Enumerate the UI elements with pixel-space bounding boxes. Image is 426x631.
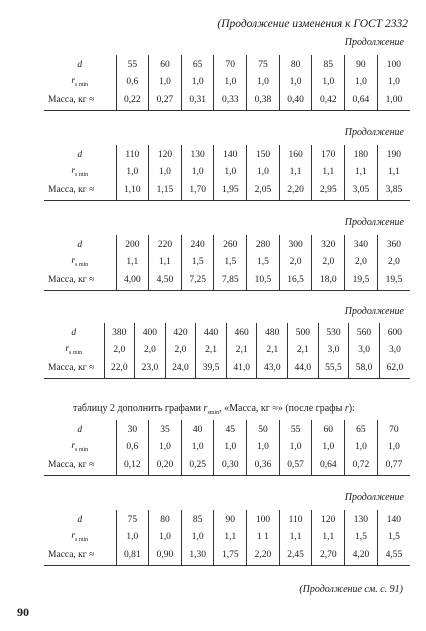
table-cell: 560 xyxy=(349,323,380,342)
table-cell: 120 xyxy=(149,145,182,164)
d-symbol: d xyxy=(71,327,77,338)
instruction-after: , «Масса, кг ≈» (после графы xyxy=(219,403,345,414)
row-label xyxy=(44,180,116,201)
table-cell: 100 xyxy=(247,510,280,529)
table-cell: 60 xyxy=(149,55,182,74)
dimension-table xyxy=(44,235,410,291)
table-cell: 0,64 xyxy=(345,90,378,111)
table-cell: 1,0 xyxy=(279,74,312,90)
table-cell: 1,15 xyxy=(149,180,182,201)
dimension-table xyxy=(44,420,410,476)
table-cell: 1,95 xyxy=(214,180,247,201)
row-label xyxy=(44,455,116,476)
table-cell: 480 xyxy=(257,323,288,342)
table-cell: 30 xyxy=(116,420,149,439)
row-label xyxy=(44,420,116,439)
row-label xyxy=(44,439,116,455)
row-label xyxy=(44,323,104,342)
table-cell: 1,0 xyxy=(345,74,378,90)
table-cell: 0,77 xyxy=(377,455,410,476)
table-cell: 3,0 xyxy=(379,342,410,358)
table-cell: 39,5 xyxy=(196,358,227,379)
table-cell: 2,0 xyxy=(165,342,196,358)
table-cell: 300 xyxy=(279,235,312,254)
dimension-table xyxy=(44,55,410,111)
table-cell: 2,1 xyxy=(196,342,227,358)
row-label xyxy=(44,510,116,529)
d-symbol: d xyxy=(77,59,83,70)
r-subscript: s min xyxy=(75,446,89,453)
table-cell: 3,0 xyxy=(349,342,380,358)
table-cell: 1,0 xyxy=(214,439,247,455)
table-cell: 2,1 xyxy=(226,342,257,358)
table-cell: 80 xyxy=(149,510,182,529)
table-cell: 0,6 xyxy=(116,439,149,455)
table-cell: 43,0 xyxy=(257,358,288,379)
table-cell: 1,0 xyxy=(345,439,378,455)
table-cell: 1,0 xyxy=(181,439,214,455)
table-cell: 1,75 xyxy=(214,545,247,566)
table-cell: 220 xyxy=(149,235,182,254)
table-cell: 1,1 xyxy=(312,529,345,545)
table-cell: 360 xyxy=(377,235,410,254)
table-cell: 150 xyxy=(247,145,280,164)
dimension-table xyxy=(44,145,410,201)
r-symbol: r xyxy=(71,531,76,542)
continuation-label: Продолжение xyxy=(344,37,404,48)
table-cell: 1,0 xyxy=(181,164,214,180)
row-mass xyxy=(44,180,410,201)
table-cell: 1,0 xyxy=(181,529,214,545)
table-cell: 1,1 xyxy=(214,529,247,545)
row-mass xyxy=(44,455,410,476)
dimension-table xyxy=(44,323,410,379)
table-cell: 19,5 xyxy=(345,270,378,291)
table-cell: 85 xyxy=(181,510,214,529)
row-mass xyxy=(44,90,410,111)
mass-label: Масса, кг ≈ xyxy=(48,363,95,373)
table-cell: 0,72 xyxy=(345,455,378,476)
table-cell: 0,6 xyxy=(116,74,149,90)
table-cell: 190 xyxy=(377,145,410,164)
table-cell: 3,0 xyxy=(318,342,349,358)
table-cell: 180 xyxy=(345,145,378,164)
continuation-label: Продолжение xyxy=(344,492,404,503)
table-cell: 3,05 xyxy=(345,180,378,201)
table-cell: 130 xyxy=(345,510,378,529)
table-cell: 2,45 xyxy=(279,545,312,566)
table-cell: 0,42 xyxy=(312,90,345,111)
table-cell: 62,0 xyxy=(379,358,410,379)
table-cell: 18,0 xyxy=(312,270,345,291)
continuation-label: Продолжение xyxy=(344,306,404,317)
row-mass xyxy=(44,358,410,379)
row-r-min xyxy=(44,439,410,455)
page-header: (Продолжение изменения к ГОСТ 2332 xyxy=(217,18,408,30)
table-cell: 2,1 xyxy=(257,342,288,358)
mass-label: Масса, кг ≈ xyxy=(48,460,95,470)
table-cell: 1,0 xyxy=(214,164,247,180)
table-cell: 2,70 xyxy=(312,545,345,566)
table-cell: 440 xyxy=(196,323,227,342)
table-cell: 7,25 xyxy=(181,270,214,291)
table-cell: 170 xyxy=(312,145,345,164)
table-cell: 0,25 xyxy=(181,455,214,476)
table-cell: 80 xyxy=(279,55,312,74)
table-cell: 0,57 xyxy=(279,455,312,476)
instruction-before: таблицу 2 дополнить графами xyxy=(73,403,204,414)
table-cell: 90 xyxy=(214,510,247,529)
table-cell: 4,00 xyxy=(116,270,149,291)
row-label xyxy=(44,254,116,270)
continuation-label: Продолжение xyxy=(344,217,404,228)
table-cell: 1,0 xyxy=(247,439,280,455)
table-cell: 1,0 xyxy=(312,439,345,455)
table-cell: 4,55 xyxy=(377,545,410,566)
table-cell: 1,1 xyxy=(345,164,378,180)
table-cell: 110 xyxy=(279,510,312,529)
table-cell: 1,1 xyxy=(312,164,345,180)
table-cell: 2,0 xyxy=(135,342,166,358)
table-cell: 2,0 xyxy=(104,342,135,358)
table-cell: 1,0 xyxy=(149,439,182,455)
table-cell: 600 xyxy=(379,323,410,342)
table-cell: 1,30 xyxy=(181,545,214,566)
table-cell: 120 xyxy=(312,510,345,529)
table-cell: 0,64 xyxy=(312,455,345,476)
table-cell: 1,0 xyxy=(247,164,280,180)
table-cell: 0,30 xyxy=(214,455,247,476)
table-cell: 41,0 xyxy=(226,358,257,379)
table-cell: 90 xyxy=(345,55,378,74)
table-cell: 2,0 xyxy=(312,254,345,270)
r-symbol: r xyxy=(71,256,76,267)
table-cell: 0,27 xyxy=(149,90,182,111)
table-cell: 140 xyxy=(214,145,247,164)
table-cell: 58,0 xyxy=(349,358,380,379)
table-cell: 24,0 xyxy=(165,358,196,379)
table-cell: 1,5 xyxy=(377,529,410,545)
r-subscript: s min xyxy=(75,81,89,88)
table-cell: 460 xyxy=(226,323,257,342)
table-cell: 0,36 xyxy=(247,455,280,476)
r-subscript: s min xyxy=(75,536,89,543)
row-d xyxy=(44,145,410,164)
d-symbol: d xyxy=(77,149,83,160)
table-cell: 1,10 xyxy=(116,180,149,201)
table-cell: 65 xyxy=(345,420,378,439)
table-cell: 2,05 xyxy=(247,180,280,201)
table-cell: 70 xyxy=(377,420,410,439)
table-cell: 55 xyxy=(116,55,149,74)
row-label xyxy=(44,145,116,164)
page-number: 90 xyxy=(17,605,29,619)
row-r-min xyxy=(44,74,410,90)
row-label xyxy=(44,342,104,358)
row-r-min xyxy=(44,342,410,358)
table-cell: 1,5 xyxy=(345,529,378,545)
table-cell: 530 xyxy=(318,323,349,342)
row-label xyxy=(44,90,116,111)
r-symbol: r xyxy=(71,76,76,87)
table-cell: 65 xyxy=(181,55,214,74)
table-cell: 0,31 xyxy=(181,90,214,111)
table-cell: 2,0 xyxy=(345,254,378,270)
instruction-end: ): xyxy=(348,403,355,414)
table-cell: 4,50 xyxy=(149,270,182,291)
table-cell: 0,38 xyxy=(247,90,280,111)
mass-label: Масса, кг ≈ xyxy=(48,275,95,285)
table-cell: 140 xyxy=(377,510,410,529)
table-cell: 10,5 xyxy=(247,270,280,291)
r-subscript: s min xyxy=(75,171,89,178)
table-cell: 1,0 xyxy=(149,164,182,180)
r-symbol: r xyxy=(65,344,70,355)
row-label xyxy=(44,164,116,180)
table-cell: 2,0 xyxy=(377,254,410,270)
table-cell: 1,0 xyxy=(181,74,214,90)
table-cell: 85 xyxy=(312,55,345,74)
table-cell: 50 xyxy=(247,420,280,439)
d-symbol: d xyxy=(77,514,83,525)
table-cell: 110 xyxy=(116,145,149,164)
row-r-min xyxy=(44,529,410,545)
row-label xyxy=(44,529,116,545)
r-symbol: r xyxy=(71,441,76,452)
table-cell: 1,1 xyxy=(377,164,410,180)
table-cell: 1,0 xyxy=(149,74,182,90)
table-cell: 500 xyxy=(288,323,319,342)
row-d xyxy=(44,323,410,342)
mass-label: Масса, кг ≈ xyxy=(48,185,95,195)
table-cell: 1,0 xyxy=(116,164,149,180)
table-cell: 0,12 xyxy=(116,455,149,476)
d-symbol: d xyxy=(77,424,83,435)
table-cell: 1,0 xyxy=(116,529,149,545)
table-cell: 75 xyxy=(247,55,280,74)
mass-label: Масса, кг ≈ xyxy=(48,550,95,560)
table-cell: 0,81 xyxy=(116,545,149,566)
row-r-min xyxy=(44,254,410,270)
mass-label: Масса, кг ≈ xyxy=(48,95,95,105)
row-d xyxy=(44,510,410,529)
table-cell: 1 1 xyxy=(247,529,280,545)
table-cell: 200 xyxy=(116,235,149,254)
table-cell: 280 xyxy=(247,235,280,254)
r-subscript: s min xyxy=(75,261,89,268)
table-cell: 240 xyxy=(181,235,214,254)
table-cell: 1,0 xyxy=(214,74,247,90)
row-label xyxy=(44,358,104,379)
table-cell: 1,00 xyxy=(377,90,410,111)
table-cell: 1,1 xyxy=(149,254,182,270)
table-cell: 1,70 xyxy=(181,180,214,201)
table-cell: 3,85 xyxy=(377,180,410,201)
table-cell: 2,20 xyxy=(247,545,280,566)
table-cell: 19,5 xyxy=(377,270,410,291)
table-cell: 1,1 xyxy=(279,164,312,180)
table-cell: 1,0 xyxy=(149,529,182,545)
table-cell: 60 xyxy=(312,420,345,439)
page-footer: (Продолжение см. с. 91) xyxy=(299,584,403,595)
table-cell: 0,33 xyxy=(214,90,247,111)
table-cell: 1,5 xyxy=(247,254,280,270)
instruction-r-subscript: smin xyxy=(207,410,220,416)
table-cell: 1,5 xyxy=(181,254,214,270)
table-cell: 0,20 xyxy=(149,455,182,476)
table-cell: 7,85 xyxy=(214,270,247,291)
table-cell: 1,0 xyxy=(377,439,410,455)
table-cell: 320 xyxy=(312,235,345,254)
table-cell: 70 xyxy=(214,55,247,74)
row-mass xyxy=(44,270,410,291)
r-subscript: s min xyxy=(69,349,83,356)
table-cell: 4,20 xyxy=(345,545,378,566)
table-cell: 0,22 xyxy=(116,90,149,111)
table-cell: 1,1 xyxy=(116,254,149,270)
table-cell: 100 xyxy=(377,55,410,74)
table-cell: 1,5 xyxy=(214,254,247,270)
table-cell: 0,40 xyxy=(279,90,312,111)
row-label xyxy=(44,55,116,74)
table-cell: 2,0 xyxy=(279,254,312,270)
row-r-min xyxy=(44,164,410,180)
row-d xyxy=(44,420,410,439)
table-cell: 44,0 xyxy=(288,358,319,379)
table-cell: 75 xyxy=(116,510,149,529)
table-cell: 130 xyxy=(181,145,214,164)
table-cell: 380 xyxy=(104,323,135,342)
table-cell: 1,0 xyxy=(247,74,280,90)
row-d xyxy=(44,235,410,254)
row-label xyxy=(44,545,116,566)
dimension-table xyxy=(44,510,410,566)
table-cell: 40 xyxy=(181,420,214,439)
r-symbol: r xyxy=(71,166,76,177)
table-cell: 45 xyxy=(214,420,247,439)
table-cell: 55,5 xyxy=(318,358,349,379)
table-cell: 400 xyxy=(135,323,166,342)
row-label xyxy=(44,270,116,291)
table-cell: 1,0 xyxy=(279,439,312,455)
table-cell: 2,20 xyxy=(279,180,312,201)
instruction-text xyxy=(73,403,355,416)
instruction-r-symbol-2: r xyxy=(344,403,349,414)
row-label xyxy=(44,235,116,254)
table-cell: 35 xyxy=(149,420,182,439)
continuation-label: Продолжение xyxy=(344,127,404,138)
table-cell: 0,90 xyxy=(149,545,182,566)
table-cell: 2,1 xyxy=(288,342,319,358)
table-cell: 23,0 xyxy=(135,358,166,379)
table-cell: 1,0 xyxy=(312,74,345,90)
table-cell: 260 xyxy=(214,235,247,254)
table-cell: 340 xyxy=(345,235,378,254)
table-cell: 1,1 xyxy=(279,529,312,545)
table-cell: 160 xyxy=(279,145,312,164)
table-cell: 22,0 xyxy=(104,358,135,379)
table-cell: 2,95 xyxy=(312,180,345,201)
instruction-r-symbol: r xyxy=(203,403,208,414)
row-d xyxy=(44,55,410,74)
d-symbol: d xyxy=(77,239,83,250)
table-cell: 16,5 xyxy=(279,270,312,291)
table-cell: 1,0 xyxy=(377,74,410,90)
table-cell: 55 xyxy=(279,420,312,439)
table-cell: 420 xyxy=(165,323,196,342)
row-label xyxy=(44,74,116,90)
row-mass xyxy=(44,545,410,566)
